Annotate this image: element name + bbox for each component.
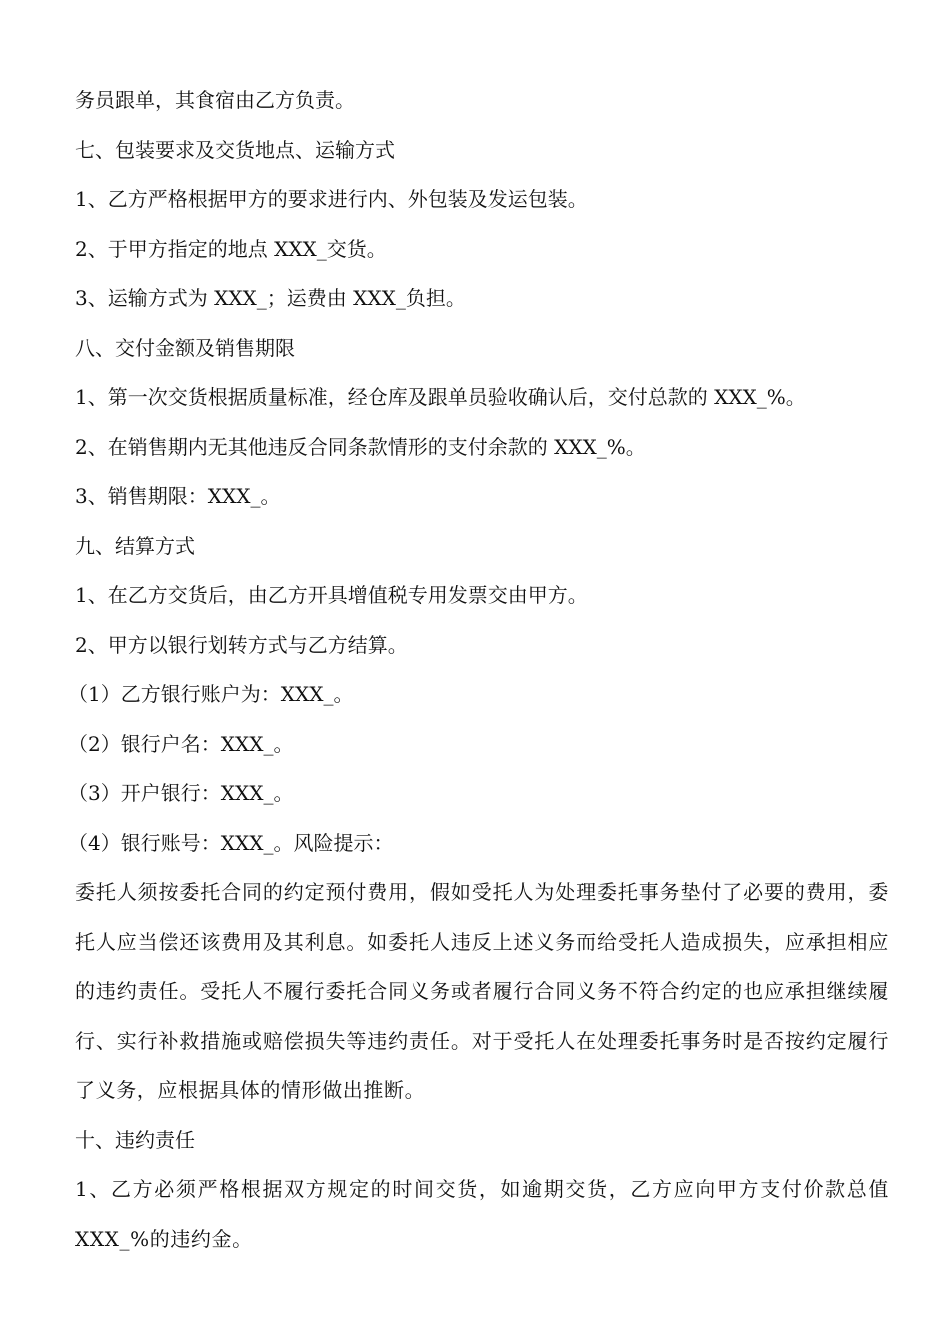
text-line: 1、乙方严格根据甲方的要求进行内、外包装及发运包装。 [75,187,588,211]
account-item: （2）银行户名：XXX_。 [68,731,294,756]
account-item: （1）乙方银行账户为：XXX_。 [68,682,354,706]
text-line: 2、甲方以银行划转方式与乙方结算。 [75,632,408,657]
text-line: 3、运输方式为 XXX_；运费由 XXX_负担。 [75,286,466,310]
text-line: 3、销售期限：XXX_。 [75,484,281,508]
document-page [68,76,889,1264]
text-paragraph: 1、乙方必须严格根据双方规定的时间交货，如逾期交货，乙方应向甲方支付价款总值 XXX_%的违约金。 [75,1177,889,1251]
risk-paragraph: 委托人须按委托合同的约定预付费用，假如受托人为处理委托事务垫付了必要的费用，委托人应当偿还该费用及其利息。如委托人违反上述义务而给受托人造成损失，应承担相应的违约责任。受托人不履行委托合同义务或者履行合同义务不符合约定的也应承担继续履行、实行补救措施或赔偿损失等违约责任。对于受托人在处理委托事务时是否按约定履行了义务，应根据具体的情形做出推断。 [75,880,889,1102]
section-heading-seven: 七、包装要求及交货地点、运输方式 [75,137,395,162]
section-heading-nine: 九、结算方式 [75,533,195,558]
text-line: 务员跟单，其食宿由乙方负责。 [75,88,355,112]
text-line: 1、第一次交货根据质量标准，经仓库及跟单员验收确认后，交付总款的 XXX_%。 [75,385,806,409]
text-line: 2、在销售期内无其他违反合同条款情形的支付余款的 XXX_%。 [75,434,646,459]
section-heading-ten: 十、违约责任 [75,1127,195,1152]
account-item: （3）开户银行：XXX_。 [68,781,294,805]
text-line: 2、于甲方指定的地点 XXX_交货。 [75,236,387,261]
section-heading-eight: 八、交付金额及销售期限 [75,335,295,360]
text-line: 1、在乙方交货后，由乙方开具增值税专用发票交由甲方。 [75,583,588,607]
account-item: （4）银行账号：XXX_。风险提示： [68,830,394,855]
